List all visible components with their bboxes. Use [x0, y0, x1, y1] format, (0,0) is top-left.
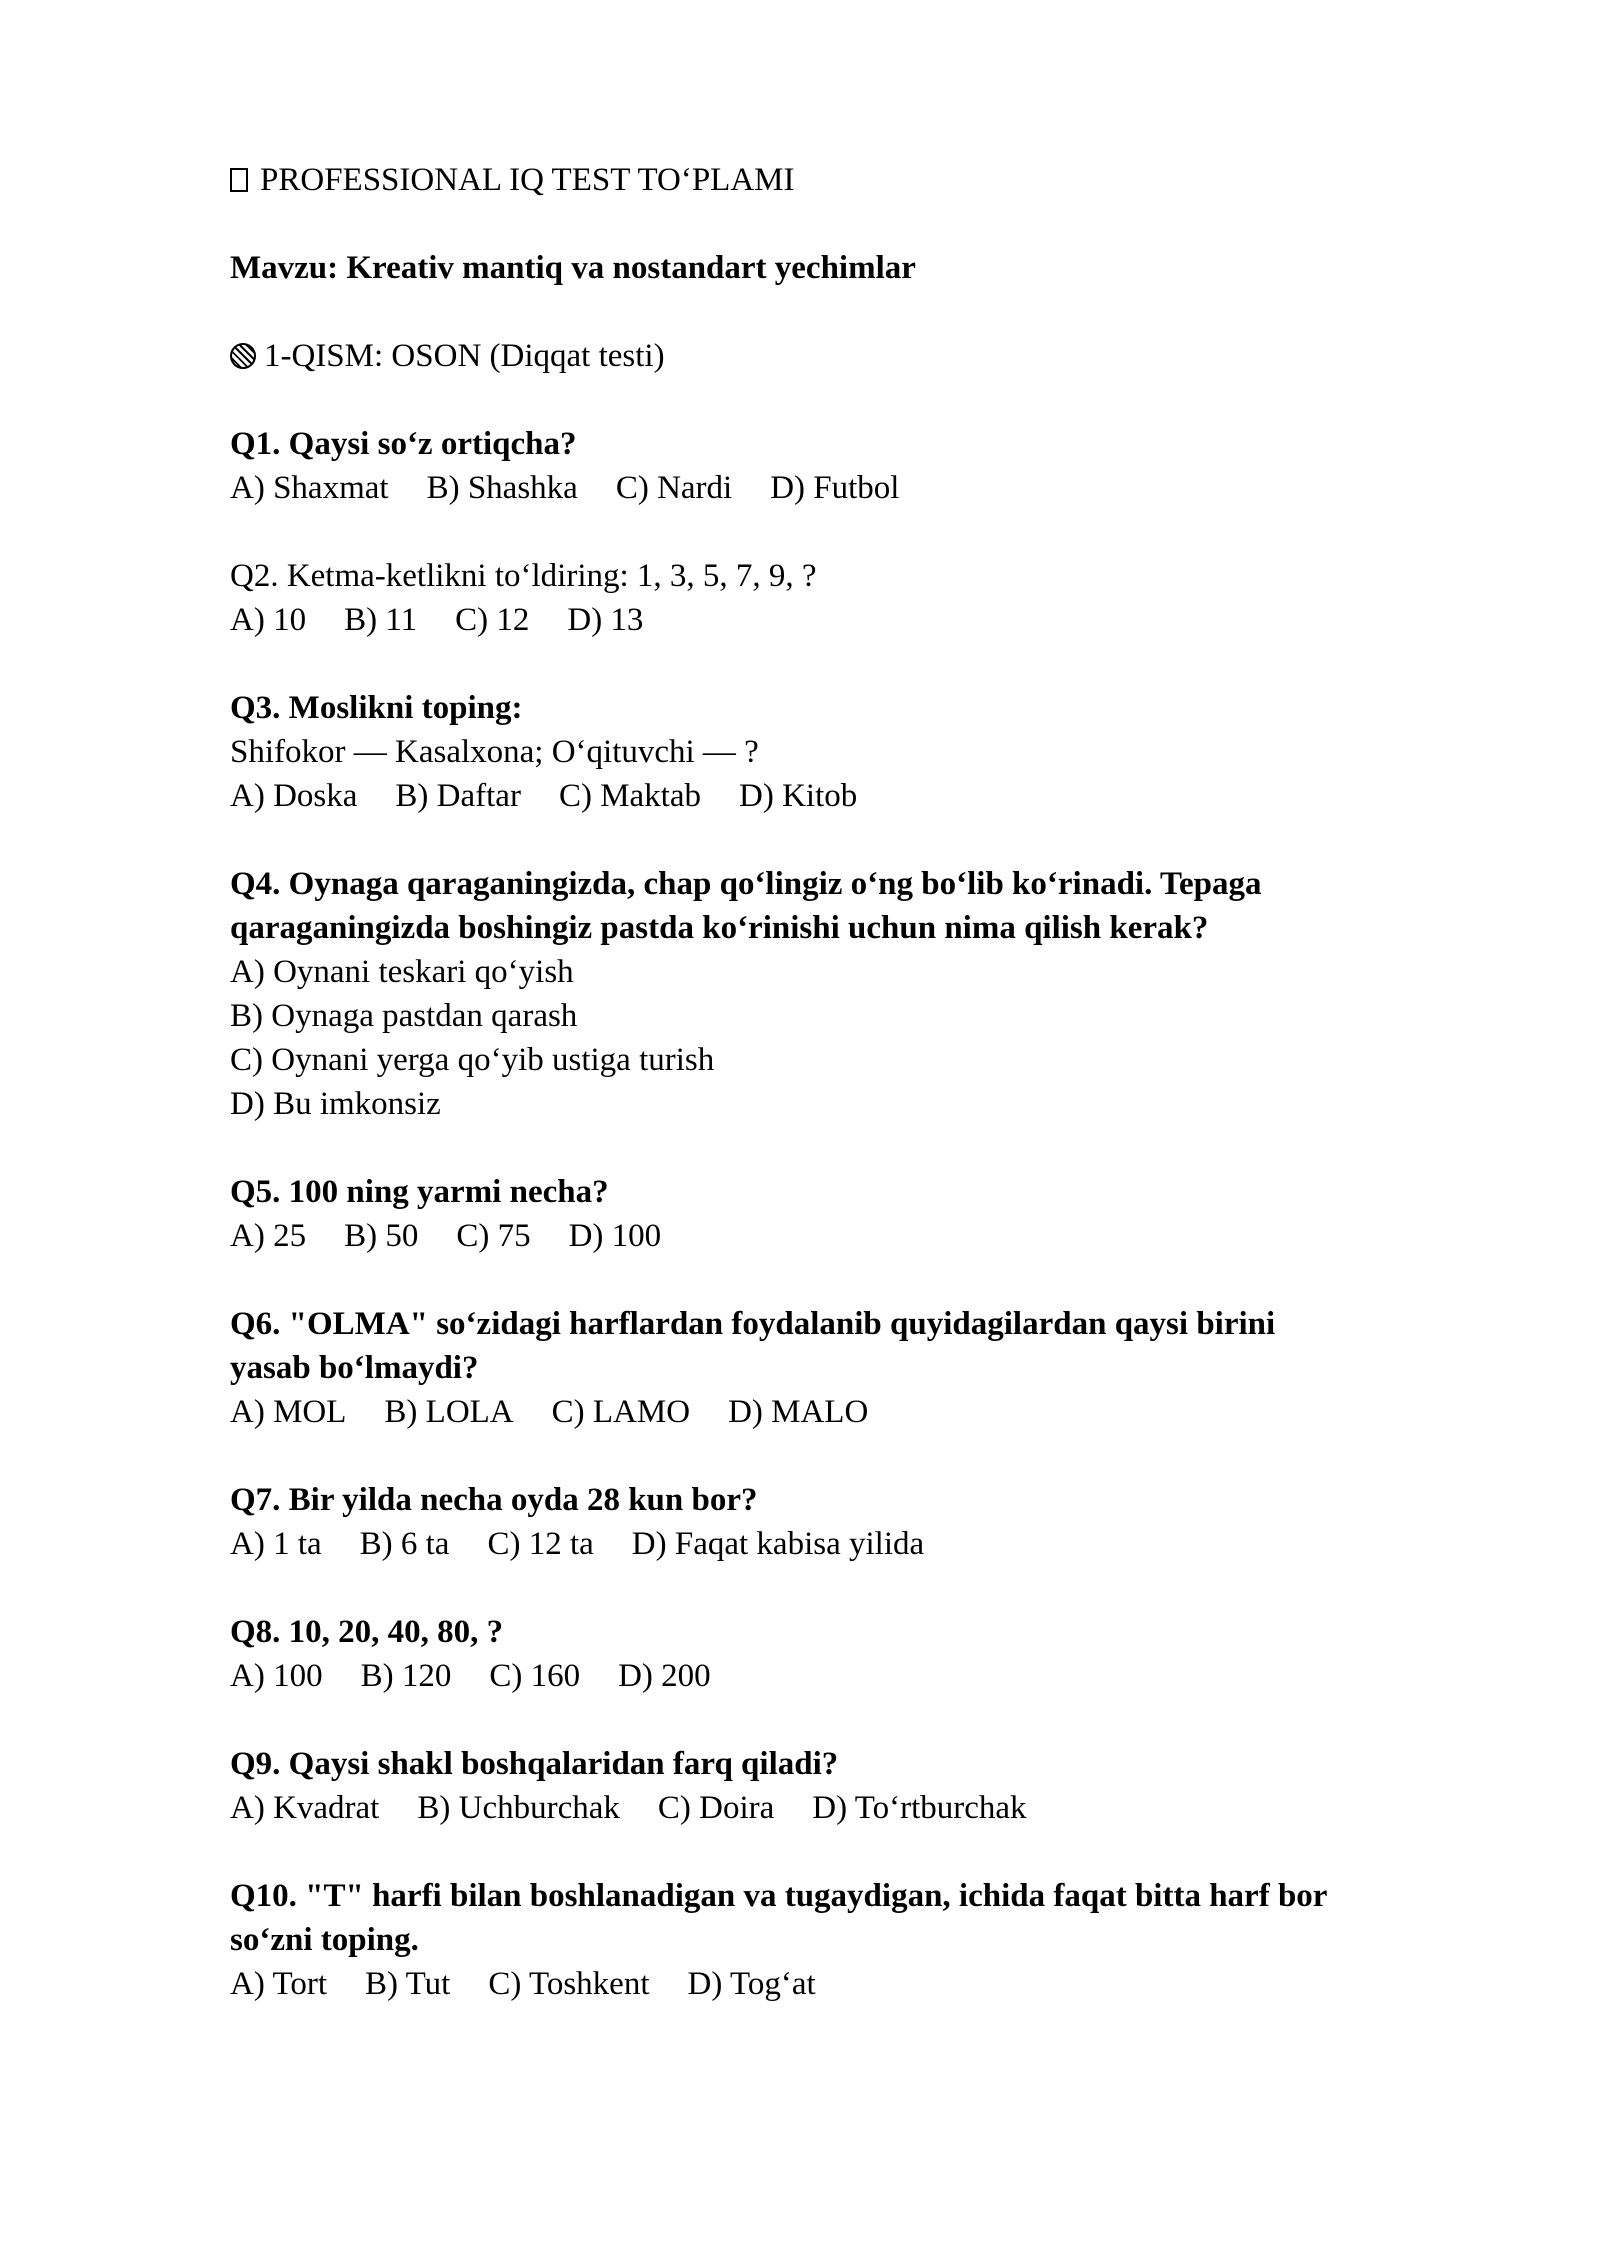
question-text-line-1: Q10. "T" harfi bilan boshlanadigan va tugaydigan, ichida faqat bitta harf bor: [230, 1878, 1328, 1914]
option-c: C) Oynani yerga qo‘yib ustiga turish: [230, 1042, 715, 1078]
answer-options: [230, 774, 1530, 818]
option-d: D) 13: [567, 602, 644, 638]
option-c: C) 75: [456, 1218, 531, 1254]
question-text-line-2: so‘zni toping.: [230, 1922, 419, 1958]
question-1: [230, 422, 1530, 510]
answer-options: [230, 1786, 1530, 1830]
option-b: B) Daftar: [395, 778, 521, 814]
option-d: D) MALO: [728, 1394, 869, 1430]
subject-heading: Mavzu: Kreativ mantiq va nostandart yechimlar: [230, 250, 916, 286]
question-prompt: Shifokor — Kasalxona; O‘qituvchi — ?: [230, 734, 759, 770]
answer-options: [230, 466, 1530, 510]
question-text: Q5. 100 ning yarmi necha?: [230, 1174, 609, 1210]
option-d: D) Bu imkonsiz: [230, 1086, 441, 1122]
option-a: A) Oynani teskari qo‘yish: [230, 954, 574, 990]
option-b: B) Tut: [365, 1966, 451, 2002]
option-c: C) 12: [455, 602, 530, 638]
option-d: D) Faqat kabisa yilida: [631, 1526, 925, 1562]
option-b: B) 50: [344, 1218, 419, 1254]
question-9: [230, 1742, 1530, 1830]
option-d: D) 100: [568, 1218, 662, 1254]
option-c: C) Maktab: [558, 778, 701, 814]
question-text: Q9. Qaysi shakl boshqalaridan farq qiladi?: [230, 1746, 839, 1782]
question-text-line-1: Q6. "OLMA" so‘zidagi harflardan foydalanib quyidagilardan qaysi birini: [230, 1306, 1276, 1342]
hatched-circle-icon: [230, 343, 256, 369]
document-page: [230, 158, 1530, 2006]
answer-options: [230, 598, 1530, 642]
option-d: D) Futbol: [770, 470, 900, 506]
answer-options: [230, 1214, 1530, 1258]
option-c: C) LAMO: [551, 1394, 691, 1430]
question-3: [230, 686, 1530, 818]
missing-glyph-icon: [230, 168, 248, 192]
option-c: C) 12 ta: [487, 1526, 594, 1562]
option-a: A) 1 ta: [230, 1526, 322, 1562]
question-5: [230, 1170, 1530, 1258]
question-7: [230, 1478, 1530, 1566]
option-a: A) 25: [230, 1218, 307, 1254]
option-c: C) Nardi: [615, 470, 733, 506]
question-text-line-2: qaraganingizda boshingiz pastda ko‘rinishi uchun nima qilish kerak?: [230, 910, 1209, 946]
question-text: Q2. Ketma-ketlikni to‘ldiring: 1, 3, 5, 7, 9, ?: [230, 558, 817, 594]
option-a: A) 10: [230, 602, 307, 638]
question-text-line-1: Q4. Oynaga qaraganingizda, chap qo‘lingiz o‘ng bo‘lib ko‘rinadi. Tepaga: [230, 866, 1262, 902]
option-a: A) MOL: [230, 1394, 347, 1430]
question-text-line-2: yasab bo‘lmaydi?: [230, 1350, 479, 1386]
document-title: PROFESSIONAL IQ TEST TO‘PLAMI: [230, 158, 1530, 202]
question-text: Q3. Moslikni toping:: [230, 690, 523, 726]
option-c: C) Doira: [657, 1790, 775, 1826]
question-10: [230, 1874, 1530, 2006]
answer-options: [230, 1390, 1530, 1434]
option-d: D) To‘rtburchak: [812, 1790, 1027, 1826]
question-text: Q7. Bir yilda necha oyda 28 kun bor?: [230, 1482, 758, 1518]
question-2: [230, 554, 1530, 642]
question-4: [230, 862, 1530, 1126]
option-b: B) Uchburchak: [417, 1790, 620, 1826]
option-b: B) Oynaga pastdan qarash: [230, 998, 578, 1034]
option-a: A) Tort: [230, 1966, 327, 2002]
answer-options: [230, 1962, 1530, 2006]
question-8: [230, 1610, 1530, 1698]
option-b: B) 11: [344, 602, 418, 638]
answer-options: [230, 1654, 1530, 1698]
option-d: D) Tog‘at: [687, 1966, 816, 2002]
question-text: Q8. 10, 20, 40, 80, ?: [230, 1614, 504, 1650]
option-a: A) Kvadrat: [230, 1790, 380, 1826]
option-d: D) Kitob: [739, 778, 858, 814]
option-a: A) Doska: [230, 778, 358, 814]
option-b: B) Shashka: [426, 470, 578, 506]
section-heading: 1-QISM: OSON (Diqqat testi): [230, 334, 1530, 378]
option-a: A) Shaxmat: [230, 470, 389, 506]
option-b: B) LOLA: [384, 1394, 514, 1430]
option-b: B) 120: [360, 1658, 452, 1694]
question-6: [230, 1302, 1530, 1434]
option-a: A) 100: [230, 1658, 323, 1694]
option-b: B) 6 ta: [359, 1526, 450, 1562]
option-c: C) Toshkent: [488, 1966, 650, 2002]
question-text: Q1. Qaysi so‘z ortiqcha?: [230, 426, 577, 462]
answer-options: [230, 1522, 1530, 1566]
option-c: C) 160: [489, 1658, 581, 1694]
option-d: D) 200: [618, 1658, 711, 1694]
